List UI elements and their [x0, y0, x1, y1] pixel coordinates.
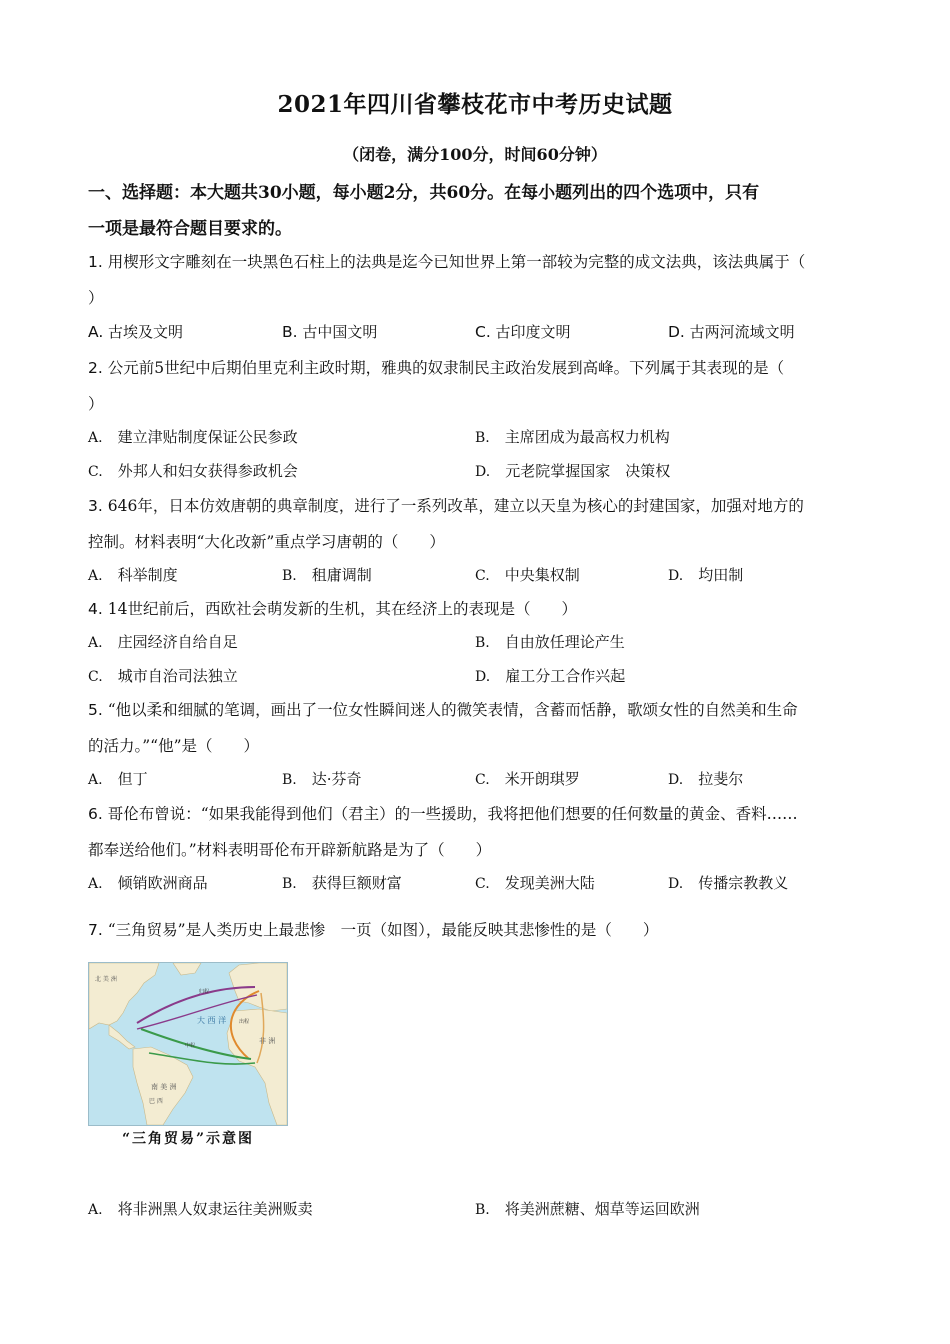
option-5c: C. 米开朗琪罗 [475, 770, 580, 788]
option-7a: A. 将非洲黑人奴隶运往美洲贩卖 [88, 1200, 313, 1218]
option-6d: D. 传播宗教教义 [668, 874, 789, 892]
option-1a: A. 古埃及文明 [88, 323, 184, 341]
question-3-line2: 控制。材料表明“大化改新”重点学习唐朝的（ ） [88, 533, 445, 551]
question-number: 4. [88, 600, 103, 618]
question-5-line1 [88, 698, 798, 720]
option-3d: D. 均田制 [668, 566, 744, 584]
question-4-line1 [88, 597, 577, 619]
question-6-line2: 都奉送给他们。”材料表明哥伦布开辟新航路是为了（ ） [88, 841, 492, 859]
question-1-line1 [88, 250, 805, 272]
label-return: 归程 [199, 989, 210, 995]
label-outbound: 出程 [239, 1019, 250, 1025]
question-text: 公元前5世纪中后期伯里克利主政时期，雅典的奴隶制民主政治发展到高峰。下列属于其表现的是（ [107, 359, 785, 377]
triangle-trade-map [88, 962, 288, 1126]
label-north-america: 北 美 洲 [95, 976, 117, 983]
option-3c: C. 中央集权制 [475, 566, 580, 584]
label-middle: 中程 [185, 1043, 196, 1049]
question-2-line1 [88, 356, 784, 378]
question-number: 6. [88, 805, 103, 823]
option-5b: B. 达·芬奇 [282, 770, 362, 788]
option-7b: B. 将美洲蔗糖、烟草等运回欧洲 [475, 1200, 700, 1218]
option-2a: A. 建立津贴制度保证公民参政 [88, 428, 298, 446]
section-heading-line2: 一项是最符合题目要求的。 [88, 219, 292, 239]
question-text: 用楔形文字雕刻在一块黑色石柱上的法典是迄今已知世界上第一部较为完整的成文法典，该法典属于（ [107, 253, 806, 271]
option-3a: A. 科举制度 [88, 566, 178, 584]
question-number: 5. [88, 701, 103, 719]
label-africa: 非 洲 [259, 1037, 276, 1045]
option-6a: A. 倾销欧洲商品 [88, 874, 208, 892]
option-6c: C. 发现美洲大陆 [475, 874, 595, 892]
question-3-line1 [88, 494, 804, 516]
option-1b: B. 古中国文明 [282, 323, 378, 341]
question-text: 14世纪前后，西欧社会萌发新的生机，其在经济上的表现是（ ） [107, 600, 577, 618]
question-number: 3. [88, 497, 103, 515]
question-number: 7. [88, 921, 103, 939]
option-4a: A. 庄园经济自给自足 [88, 633, 238, 651]
option-4d: D. 雇工分工合作兴起 [475, 667, 626, 685]
option-2c: C. 外邦人和妇女获得参政机会 [88, 462, 298, 480]
option-5d: D. 拉斐尔 [668, 770, 744, 788]
question-number: 2. [88, 359, 103, 377]
option-2b: B. 主席团成为最高权力机构 [475, 428, 670, 446]
page-title: 2021年四川省攀枝花市中考历史试题 [277, 91, 673, 118]
option-1c: C. 古印度文明 [475, 323, 571, 341]
option-4c: C. 城市自治司法独立 [88, 667, 238, 685]
question-5-line2: 的活力。”“他”是（ ） [88, 737, 260, 755]
option-4b: B. 自由放任理论产生 [475, 633, 625, 651]
question-6-line1 [88, 802, 798, 824]
option-5a: A. 但丁 [88, 770, 148, 788]
map-svg [89, 963, 287, 1125]
option-3b: B. 租庸调制 [282, 566, 372, 584]
section-heading-line1: 一、选择题：本大题共30小题，每小题2分，共60分。在每小题列出的四个选项中，只有 [88, 183, 760, 203]
question-text: “他以柔和细腻的笔调，画出了一位女性瞬间迷人的微笑表情，含蓄而恬静，歌颂女性的自然美和生命 [107, 701, 798, 719]
question-1-line2: ） [88, 289, 104, 307]
question-7-line1 [88, 918, 658, 940]
question-2-line2: ） [88, 395, 104, 413]
option-2d: D. 元老院掌握国家 决策权 [475, 462, 671, 480]
map-caption: “三角贸易”示意图 [121, 1131, 255, 1147]
option-1d: D. 古两河流域文明 [668, 323, 795, 341]
question-text: 哥伦布曾说：“如果我能得到他们（君主）的一些援助，我将把他们想要的任何数量的黄金、香料…… [107, 805, 798, 823]
option-6b: B. 获得巨额财富 [282, 874, 402, 892]
question-text: “三角贸易”是人类历史上最悲惨 一页（如图），最能反映其悲惨性的是（ ） [107, 921, 659, 939]
label-brazil: 巴 西 [149, 1098, 163, 1105]
question-text: 646年，日本仿效唐朝的典章制度，进行了一系列改革，建立以天皇为核心的封建国家，加强对地方的 [107, 497, 804, 515]
question-number: 1. [88, 253, 103, 271]
exam-info: （闭卷，满分100分，时间60分钟） [343, 145, 607, 164]
label-atlantic: 大 西 洋 [197, 1016, 227, 1025]
label-south-america: 南 美 洲 [151, 1083, 177, 1091]
